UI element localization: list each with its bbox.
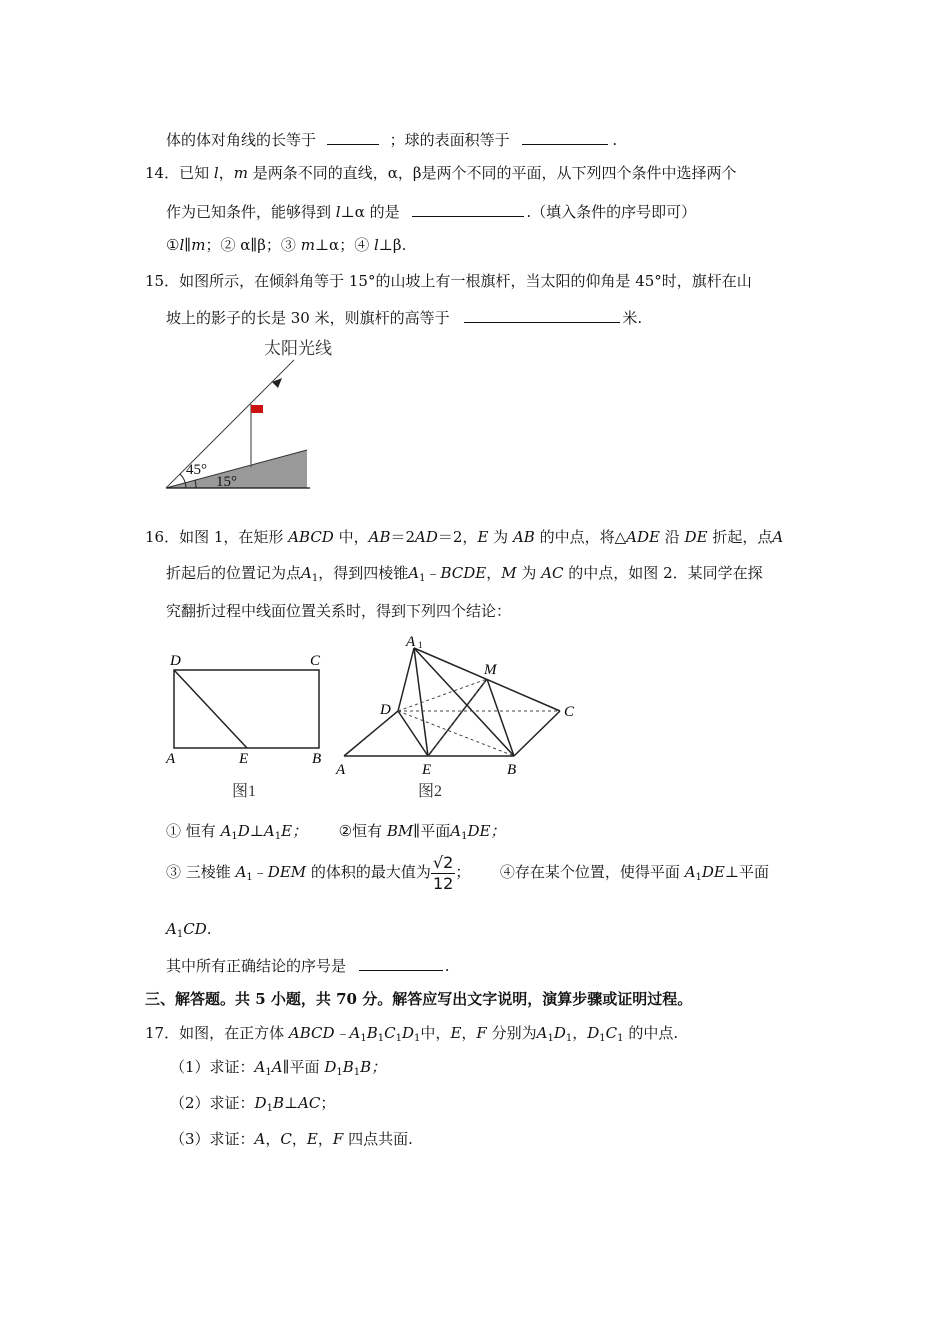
caption-fig1: 图1 (232, 783, 257, 800)
q17-sub1: （1）求证：$A_1A\parallel$平面 $D_1B_1B$； (170, 1058, 387, 1078)
label-m: M (484, 662, 497, 678)
label-d: D (380, 702, 391, 718)
arrow-icon (272, 378, 282, 388)
label-e: E (239, 751, 249, 767)
label-b: B (312, 751, 322, 767)
label-a: A (336, 762, 346, 778)
label-d: D (170, 653, 181, 669)
answer-blank (412, 200, 524, 217)
q14-line2: 作为已知条件，能够得到 l⊥α 的是 .（填入条件的序号即可） (166, 200, 696, 223)
fraction-sqrt2-over-12: $\frac{√2}{12}$ (432, 852, 454, 893)
rectangle-abcd (174, 670, 319, 748)
q15-line2: 坡上的影子的长是 30 米，则旗杆的高等于 米. (166, 306, 642, 329)
label-e: E (422, 762, 432, 778)
q14-conditions: ①l∥m；② α∥β；③ m⊥α；④ l⊥β. (166, 236, 407, 254)
fig-title: 太阳光线 (264, 339, 332, 358)
figure-2 (330, 632, 590, 802)
label-a1: A (406, 634, 416, 650)
label-b: B (507, 762, 517, 778)
q17-line1: 17．如图，在正方体 $ABCD﹣A_1B_1C_1D_1$中，E，F 分别为$A_1D_1$，$D_1C_1$ 的中点. (145, 1024, 679, 1044)
svg-text:1: 1 (418, 640, 423, 650)
q16-answer: 其中所有正确结论的序号是 . (166, 954, 450, 977)
answer-blank (359, 954, 443, 971)
figure-1 (160, 646, 340, 806)
q15-line1: 15．如图所示，在倾斜角等于 15°的山坡上有一根旗杆，当太阳的仰角是 45°时，旗杆在山 (145, 272, 752, 290)
q16-option1: ① 恒有 $A_1D\perp A_1E$； ②恒有 BM∥平面$A_1DE$； (166, 822, 506, 842)
answer-blank (327, 128, 379, 145)
caption-fig2: 图2 (418, 783, 443, 800)
angle-45-label: 45° (186, 462, 207, 478)
q16-option3-4: ③ 三棱锥 $A_1﹣DEM$ 的体积的最大值为 $\frac{√2}{12}$ ； ④存在某个位置，使得平面 $A_1DE\perp$平面 (166, 852, 769, 893)
label-c: C (564, 704, 575, 720)
label-c: C (310, 653, 321, 669)
q13-tail: 体的体对角线的长等于 ；球的表面积等于 . (166, 128, 617, 151)
section-3-heading: 三、解答题。共 5 小题，共 70 分。解答应写出文字说明，演算步骤或证明过程。 (145, 990, 693, 1008)
q16-line2: 折起后的位置记为点$A_1$，得到四棱锥$A_1﹣BCDE$，M 为 AC 的中点，如图 2．某同学在探 (166, 564, 763, 584)
answer-blank (464, 306, 620, 323)
angle-15-label: 15° (216, 474, 237, 490)
flag-icon (251, 405, 263, 413)
answer-blank (522, 128, 608, 145)
q14-line1: 14．已知 l，m 是两条不同的直线，α，β是两个不同的平面，从下列四个条件中选择两个 (145, 164, 737, 182)
flagpole-figure (160, 336, 332, 496)
q16-option4-tail: $A_1CD$. (166, 920, 212, 940)
q17-sub2: （2）求证：$D_1B\perp AC$； (170, 1094, 336, 1114)
sun-ray-upper (288, 360, 294, 366)
segment-de (174, 670, 247, 748)
q16-line3: 究翻折过程中线面位置关系时，得到下列四个结论： (166, 602, 512, 620)
q16-line1: 16．如图 1，在矩形 ABCD 中，AB＝2AD＝2，E 为 AB 的中点，将△ADE 沿 DE 折起，点A (145, 528, 784, 546)
q17-sub3: （3）求证：A，C，E，F 四点共面. (170, 1130, 413, 1148)
label-a: A (166, 751, 176, 767)
